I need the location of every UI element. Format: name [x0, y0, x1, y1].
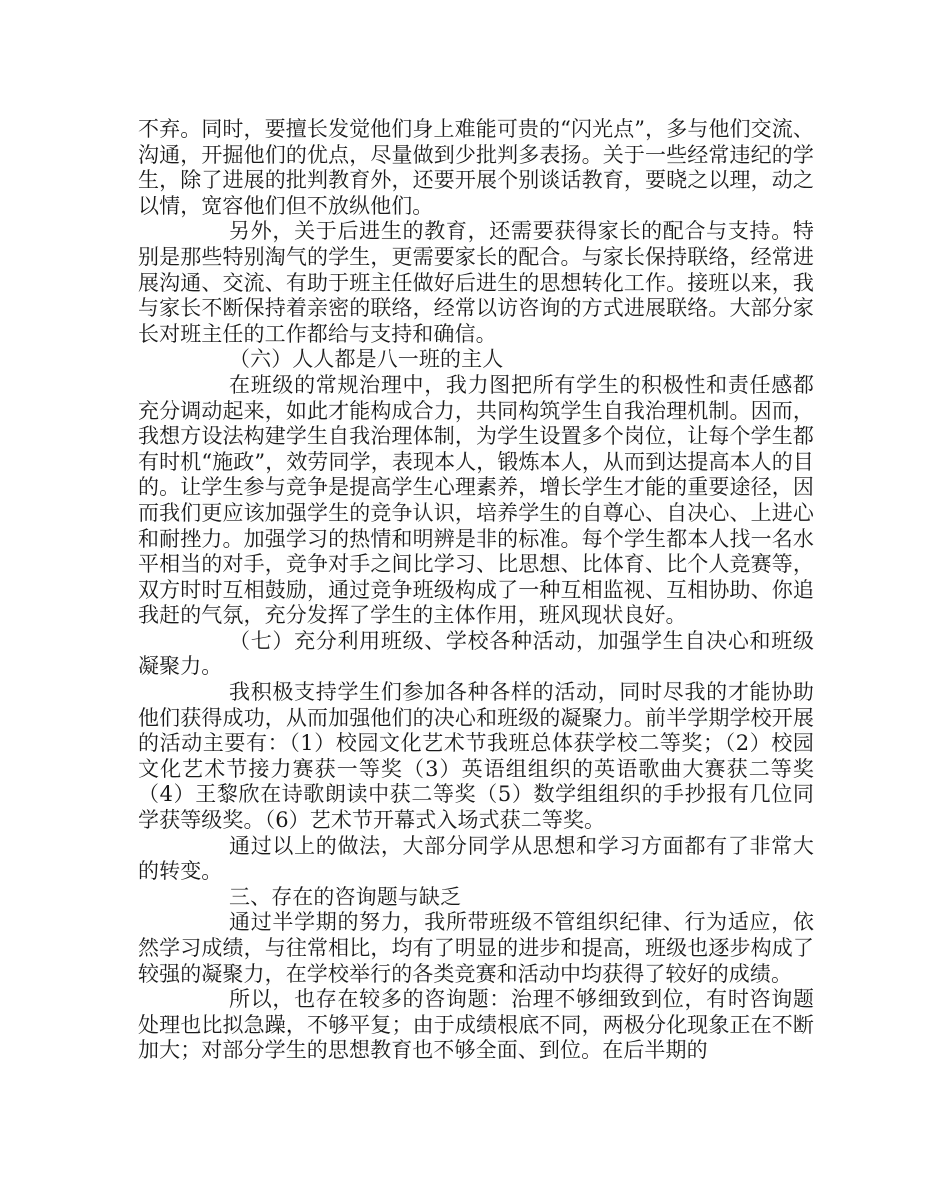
- section-heading-six: （六）人人都是八一班的主人: [229, 347, 504, 372]
- paragraph-summary: 通过以上的做法，大部分同学从思想和学习方面都有了非常大的转变。: [138, 833, 814, 884]
- section-heading-seven: （七）充分利用班级、学校各种活动，加强学生自决心和班级凝聚力。: [138, 628, 814, 679]
- document-page: [138, 117, 814, 1064]
- section-heading-problems: 三、存在的咨询题与缺乏: [229, 884, 462, 909]
- paragraph-activities: 我积极支持学生们参加各种各样的活动，同时尽我的才能协助他们获得成功，从而加强他们的决心和班级的凝聚力。前半学期学校开展的活动主要有：（1）校园文化艺术节我班总体获学校二等奖；（2）校园文化艺术节接力赛获一等奖（3）英语组组织的英语歌曲大赛获二等奖（4）王黎欣在诗歌朗读中获二等奖（5）数学组组织的手抄报有几位同学获等级奖。（6）艺术节开幕式入场式获二等奖。: [138, 680, 814, 833]
- paragraph-parents-cooperation: 另外，关于后进生的教育，还需要获得家长的配合与支持。特别是那些特别淘气的学生，更需要家长的配合。与家长保持联络，经常进展沟通、交流、有助于班主任做好后进生的思想转化工作。接班以来，我与家长不断保持着亲密的联络，经常以访咨询的方式进展联络。大部分家长对班主任的工作都给与支持和确信。: [138, 219, 814, 346]
- paragraph-progress: 通过半学期的努力，我所带班级不管组织纪律、行为适应，依然学习成绩，与往常相比，均有了明显的进步和提高，班级也逐步构成了较强的凝聚力，在学校举行的各类竞赛和活动中均获得了较好的成绩。: [138, 910, 814, 986]
- paragraph-continuation: 不弃。同时，要擅长发觉他们身上难能可贵的“闪光点”，多与他们交流、沟通，开掘他们的优点，尽量做到少批判多表扬。关于一些经常违纪的学生，除了进展的批判教育外，还要开展个别谈话教育，要晓之以理，动之以情，宽容他们但不放纵他们。: [138, 117, 814, 218]
- paragraph-self-management: 在班级的常规治理中，我力图把所有学生的积极性和责任感都充分调动起来，如此才能构成合力，共同构筑学生自我治理机制。因而，我想方设法构建学生自我治理体制，为学生设置多个岗位，让每个学生都有时机“施政”，效劳同学，表现本人，锻炼本人，从而到达提高本人的目的。让学生参与竞争是提高学生心理素养，增长学生才能的重要途径，因而我们更应该加强学生的竞争认识，培养学生的自尊心、自决心、上进心和耐挫力。加强学习的热情和明辨是非的标准。每个学生都本人找一名水平相当的对手，竞争对手之间比学习、比思想、比体育、比个人竞赛等，双方时时互相鼓励，通过竞争班级构成了一种互相监视、互相协助、你追我赶的气氛，充分发挥了学生的主体作用，班风现状良好。: [138, 372, 814, 628]
- paragraph-problems: 所以，也存在较多的咨询题：治理不够细致到位，有时咨询题处理也比拟急躁，不够平复；由于成绩根底不同，两极分化现象正在不断加大；对部分学生的思想教育也不够全面、到位。在后半期的: [138, 987, 814, 1063]
